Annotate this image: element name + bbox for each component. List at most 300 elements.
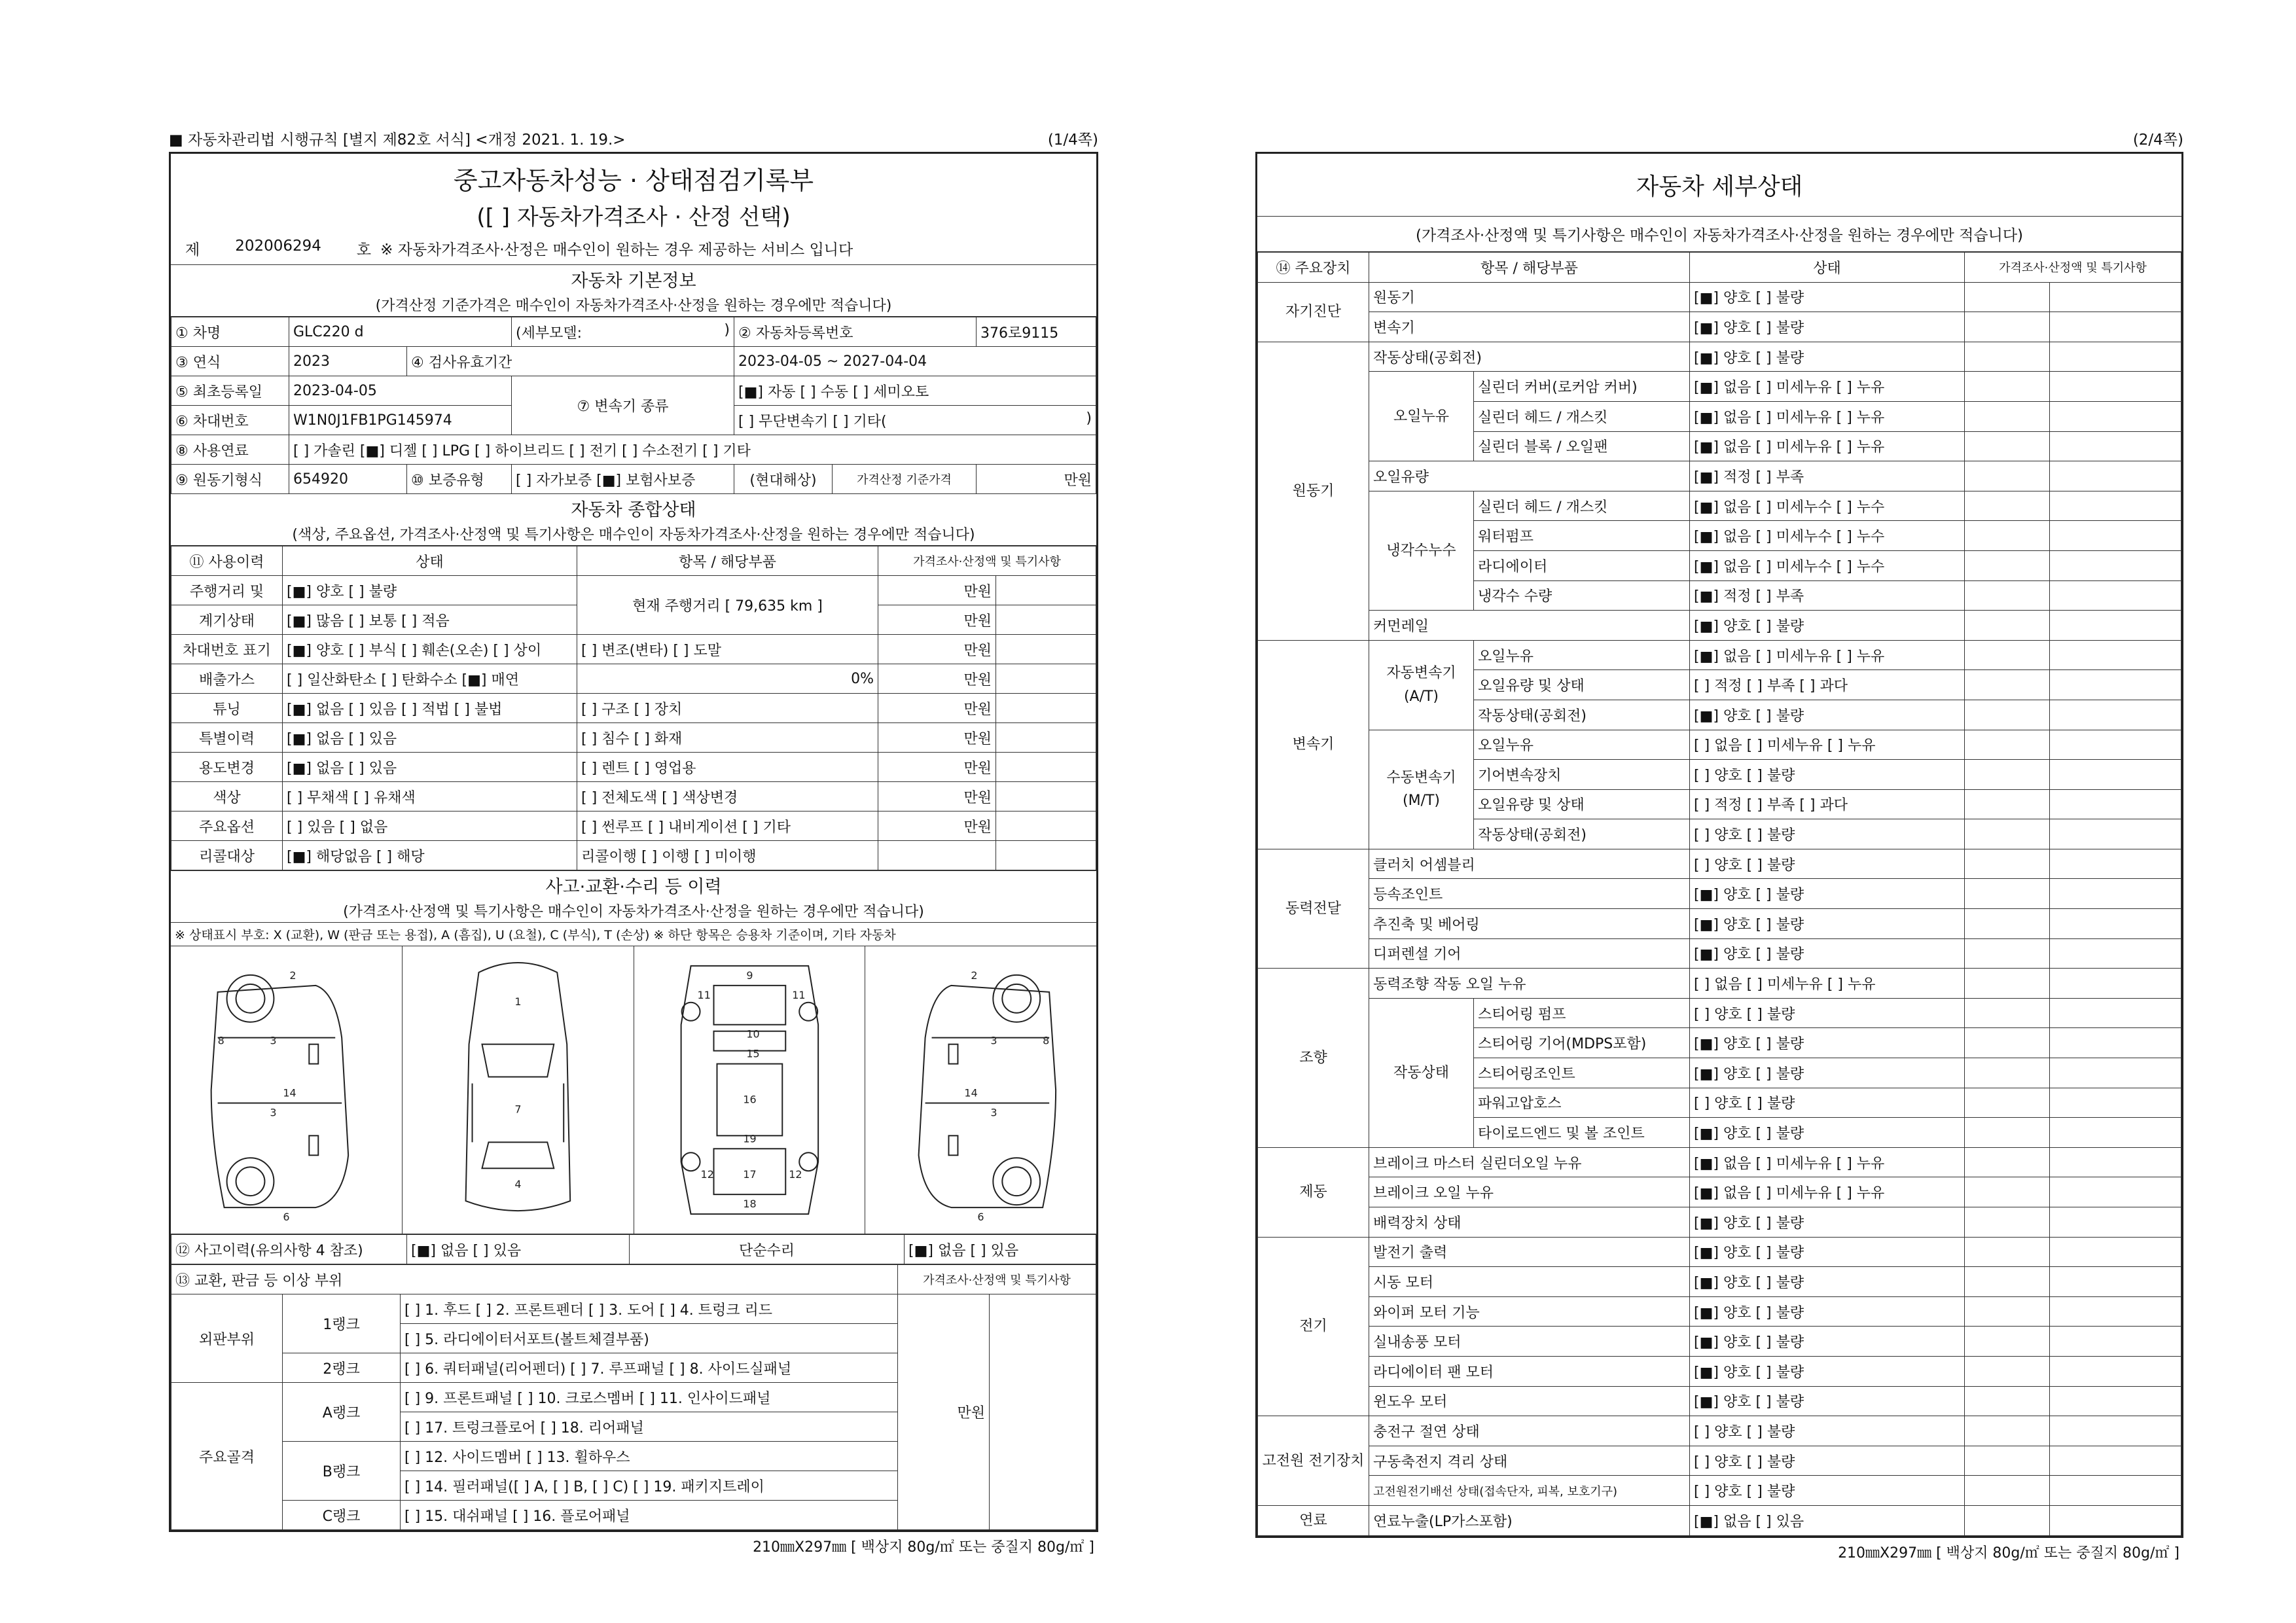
overall-title: 자동차 종합상태	[571, 500, 696, 520]
detail-item: 등속조인트	[1369, 879, 1690, 909]
svg-text:3: 3	[270, 1034, 277, 1047]
exchange-parts: [ ] 14. 필러패널([ ] A, [ ] B, [ ] C) [ ] 19. 패키지트레이	[401, 1471, 898, 1501]
detail-group: 동력전달	[1258, 849, 1369, 968]
overall-head-status: 상태	[283, 546, 577, 576]
detail-price-cell	[1965, 1028, 2050, 1058]
overall-item: 현재 주행거리 [ 79,635 km ]	[577, 576, 878, 635]
detail-status: [■] 없음 [ ] 미세누유 [ ] 누유	[1690, 1177, 1965, 1207]
form-subtitle: ([ ] 자동차가격조사 · 산정 선택)	[476, 204, 791, 230]
detail-price-cell	[1965, 1088, 2050, 1118]
overall-note-cell	[996, 664, 1096, 694]
detail-item: 오일유량 및 상태	[1474, 789, 1690, 819]
overall-price: 만원	[878, 694, 996, 723]
overall-row	[171, 635, 1096, 664]
svg-text:18: 18	[742, 1198, 757, 1211]
form-number-label: 제	[185, 241, 200, 259]
overall-status: [■] 많음 [ ] 보통 [ ] 적음	[283, 605, 577, 635]
detail-price-cell	[1965, 849, 2050, 879]
accident-history-label: ⑫ 사고이력(유의사항 4 참조)	[171, 1235, 407, 1264]
detail-group: 자기진단	[1258, 282, 1369, 342]
exchange-group: 외판부위	[171, 1294, 283, 1383]
detail-note-cell	[2050, 431, 2181, 461]
overall-row	[171, 694, 1096, 723]
svg-text:10: 10	[745, 1027, 760, 1041]
detail-group: 고전원 전기장치	[1258, 1416, 1369, 1506]
vin-value: W1N0J1FB1PG145974	[289, 406, 512, 435]
basic-info-note: (가격산정 기준가격은 매수인이 자동차가격조사·산정을 원하는 경우에만 적습니다)	[171, 293, 1096, 317]
detail-price-cell	[1965, 730, 2050, 760]
detail-note-cell	[2050, 700, 2181, 730]
form-number-row	[171, 235, 1096, 265]
overall-item: [ ] 변조(변타) [ ] 도말	[577, 635, 878, 664]
detail-price-cell	[1965, 879, 2050, 909]
detail-note-cell	[2050, 760, 2181, 790]
detail-body	[1258, 282, 2181, 1535]
detail-note-cell	[2050, 909, 2181, 939]
detail-status: [■] 양호 [ ] 불량	[1690, 938, 1965, 969]
base-price-label: 가격산정 기준가격	[833, 465, 977, 494]
detail-group: 연료	[1258, 1505, 1369, 1535]
detail-status: [ ] 없음 [ ] 미세누유 [ ] 누유	[1690, 730, 1965, 760]
detail-note-cell	[2050, 1446, 2181, 1476]
transmission-cvt-text: [ ] 무단변속기 [ ] 기타(	[738, 413, 887, 430]
overall-head	[171, 546, 1096, 576]
diagram-left-side	[171, 946, 403, 1234]
detail-model	[512, 317, 734, 347]
svg-text:17: 17	[742, 1168, 757, 1181]
detail-note-cell	[2050, 461, 2181, 491]
detail-note: (가격조사·산정액 및 특기사항은 매수인이 자동차가격조사·산정을 원하는 경우에만 적습니다)	[1257, 217, 2181, 252]
detail-subgroup: 냉각수누수	[1369, 491, 1474, 610]
detail-row	[1258, 611, 2181, 641]
vehicle-name-value: GLC220 d	[289, 317, 512, 347]
exchange-note-cell	[990, 1294, 1096, 1530]
simple-repair-value: [■] 없음 [ ] 있음	[905, 1235, 1096, 1264]
detail-note-cell	[2050, 1207, 2181, 1238]
detail-price-cell	[1965, 1147, 2050, 1177]
overall-body	[171, 576, 1096, 870]
basic-row-1	[171, 317, 1096, 347]
overall-status: [ ] 무채색 [ ] 유채색	[283, 782, 577, 812]
detail-price-cell	[1965, 491, 2050, 521]
exchange-parts: [ ] 6. 쿼터패널(리어펜더) [ ] 7. 루프패널 [ ] 8. 사이드실패널	[401, 1353, 898, 1383]
detail-item: 작동상태(공회전)	[1474, 819, 1690, 849]
detail-price-cell	[1965, 819, 2050, 849]
reg-number-value: 376로9115	[977, 317, 1096, 347]
detail-price-cell	[1965, 1267, 2050, 1297]
detail-row	[1258, 1327, 2181, 1357]
overall-note-cell	[996, 694, 1096, 723]
overall-price: 만원	[878, 605, 996, 635]
detail-price-cell	[1965, 1058, 2050, 1088]
detail-group: 제동	[1258, 1147, 1369, 1237]
svg-text:14: 14	[964, 1086, 978, 1099]
vehicle-diagrams	[171, 946, 1096, 1234]
detail-status: [■] 없음 [ ] 미세누유 [ ] 누유	[1690, 431, 1965, 461]
detail-note-cell	[2050, 282, 2181, 312]
transmission-other-close: )	[1086, 410, 1092, 427]
detail-status: [ ] 양호 [ ] 불량	[1690, 849, 1965, 879]
detail-model-close: )	[724, 321, 730, 338]
detail-head-status: 상태	[1690, 253, 1965, 283]
svg-text:3: 3	[990, 1034, 997, 1047]
overall-status: [■] 없음 [ ] 있음	[283, 753, 577, 782]
overall-price: 만원	[878, 782, 996, 812]
detail-price-cell	[1965, 401, 2050, 431]
exchange-parts: [ ] 1. 후드 [ ] 2. 프론트펜더 [ ] 3. 도어 [ ] 4. 트렁크 리드	[401, 1294, 898, 1324]
detail-status: [ ] 양호 [ ] 불량	[1690, 1476, 1965, 1506]
detail-item: 타이로드엔드 및 볼 조인트	[1474, 1118, 1690, 1148]
svg-text:3: 3	[270, 1106, 277, 1119]
detail-group: 조향	[1258, 969, 1369, 1148]
overall-note-cell	[996, 841, 1096, 870]
detail-item: 오일유량	[1369, 461, 1690, 491]
detail-head-item: 항목 / 해당부품	[1369, 253, 1690, 283]
detail-price-cell	[1965, 1356, 2050, 1386]
overall-price: 만원	[878, 723, 996, 753]
detail-status: [ ] 양호 [ ] 불량	[1690, 1088, 1965, 1118]
overall-row	[171, 782, 1096, 812]
detail-price-cell	[1965, 521, 2050, 551]
detail-row	[1258, 1237, 2181, 1267]
detail-item: 시동 모터	[1369, 1267, 1690, 1297]
page-number: (1/4쪽)	[1047, 132, 1098, 149]
exchange-rank: 1랭크	[283, 1294, 401, 1353]
detail-head-price: 가격조사·산정액 및 특기사항	[1965, 253, 2181, 283]
detail-status: [■] 없음 [ ] 있음	[1690, 1505, 1965, 1535]
transmission-cvt	[734, 406, 1096, 435]
detail-row	[1258, 998, 2181, 1028]
exchange-parts: [ ] 9. 프론트패널 [ ] 10. 크로스멤버 [ ] 11. 인사이드패널	[401, 1383, 898, 1412]
overall-status: [ ] 일산화탄소 [ ] 탄화수소 [■] 매연	[283, 664, 577, 694]
overall-head-history: ⑪ 사용이력	[171, 546, 283, 576]
detail-item: 라디에이터	[1474, 550, 1690, 580]
detail-item: 냉각수 수량	[1474, 580, 1690, 611]
detail-note-cell	[2050, 1147, 2181, 1177]
detail-note-cell	[2050, 1028, 2181, 1058]
overall-status: [■] 없음 [ ] 있음 [ ] 적법 [ ] 불법	[283, 694, 577, 723]
detail-status: [■] 양호 [ ] 불량	[1690, 1058, 1965, 1088]
overall-row	[171, 576, 1096, 605]
detail-status: [■] 양호 [ ] 불량	[1690, 1118, 1965, 1148]
detail-status: [ ] 적정 [ ] 부족 [ ] 과다	[1690, 670, 1965, 700]
overall-note-cell	[996, 605, 1096, 635]
accident-history-value: [■] 없음 [ ] 있음	[407, 1235, 630, 1264]
detail-price-cell	[1965, 1476, 2050, 1506]
detail-price-cell	[1965, 580, 2050, 611]
detail-price-cell	[1965, 1118, 2050, 1148]
overall-note: (색상, 주요옵션, 가격조사·산정액 및 특기사항은 매수인이 자동차가격조사·산정을 원하는 경우에만 적습니다)	[171, 522, 1096, 546]
exchange-row	[171, 1294, 1096, 1324]
accident-title: 사고·교환·수리 등 이력	[171, 870, 1096, 899]
overall-item: [ ] 렌트 [ ] 영업용	[577, 753, 878, 782]
detail-note-cell	[2050, 342, 2181, 372]
exchange-rank: A랭크	[283, 1383, 401, 1442]
detail-note-cell	[2050, 1267, 2181, 1297]
base-price-value: 만원	[977, 465, 1096, 494]
detail-item: 연료누출(LP가스포함)	[1369, 1505, 1690, 1535]
detail-note-cell	[2050, 1058, 2181, 1088]
detail-price-cell	[1965, 640, 2050, 670]
overall-history: 계기상태	[171, 605, 283, 635]
exchange-head	[171, 1265, 1096, 1294]
detail-row	[1258, 938, 2181, 969]
detail-price-cell	[1965, 789, 2050, 819]
detail-price-cell	[1965, 461, 2050, 491]
overall-history: 특별이력	[171, 723, 283, 753]
svg-text:7: 7	[514, 1103, 522, 1116]
detail-head	[1258, 253, 2181, 283]
detail-note-cell	[2050, 819, 2181, 849]
detail-note-cell	[2050, 640, 2181, 670]
diagram-right-side	[865, 946, 1096, 1234]
diagram-top	[403, 946, 634, 1234]
basic-info-table	[171, 317, 1096, 494]
detail-row	[1258, 1446, 2181, 1476]
detail-note-cell	[2050, 611, 2181, 641]
overall-price: 만원	[878, 753, 996, 782]
svg-text:12: 12	[788, 1168, 802, 1181]
detail-item: 충전구 절연 상태	[1369, 1416, 1690, 1446]
overall-note-cell	[996, 812, 1096, 841]
fuel-options: [ ] 가솔린 [■] 디젤 [ ] LPG [ ] 하이브리드 [ ] 전기 [ ] 수소전기 [ ] 기타	[289, 435, 1096, 465]
detail-price-cell	[1965, 372, 2050, 402]
overall-item: [ ] 침수 [ ] 화재	[577, 723, 878, 753]
detail-note-cell	[2050, 849, 2181, 879]
page-1-header	[169, 126, 1098, 152]
detail-subgroup: 자동변속기 (A/T)	[1369, 640, 1474, 730]
detail-status: [■] 없음 [ ] 미세누수 [ ] 누수	[1690, 550, 1965, 580]
exchange-rank: 2랭크	[283, 1353, 401, 1383]
detail-row	[1258, 1356, 2181, 1386]
overall-row	[171, 723, 1096, 753]
detail-subgroup: 작동상태	[1369, 998, 1474, 1147]
detail-item: 구동축전지 격리 상태	[1369, 1446, 1690, 1476]
overall-price: 만원	[878, 812, 996, 841]
detail-group: 전기	[1258, 1237, 1369, 1416]
detail-status: [ ] 양호 [ ] 불량	[1690, 1446, 1965, 1476]
overall-note-cell	[996, 723, 1096, 753]
exchange-rank: C랭크	[283, 1501, 401, 1530]
detail-price-cell	[1965, 969, 2050, 999]
exchange-price: 만원	[898, 1294, 990, 1530]
detail-item: 배력장치 상태	[1369, 1207, 1690, 1238]
detail-row	[1258, 1386, 2181, 1416]
overall-item: [ ] 썬루프 [ ] 내비게이션 [ ] 기타	[577, 812, 878, 841]
detail-group: 원동기	[1258, 342, 1369, 640]
detail-status: [■] 양호 [ ] 불량	[1690, 1207, 1965, 1238]
overall-table	[171, 546, 1096, 870]
detail-item: 실린더 블록 / 오일팬	[1474, 431, 1690, 461]
detail-status: [■] 없음 [ ] 미세누유 [ ] 누유	[1690, 1147, 1965, 1177]
detail-price-cell	[1965, 1207, 2050, 1238]
overall-price: 만원	[878, 635, 996, 664]
overall-row	[171, 812, 1096, 841]
detail-status: [■] 적정 [ ] 부족	[1690, 580, 1965, 611]
svg-text:14: 14	[283, 1086, 296, 1099]
detail-item: 디퍼렌셜 기어	[1369, 938, 1690, 969]
detail-status: [■] 적정 [ ] 부족	[1690, 461, 1965, 491]
detail-status: [ ] 양호 [ ] 불량	[1690, 998, 1965, 1028]
accident-row	[171, 1235, 1096, 1264]
detail-item: 작동상태(공회전)	[1474, 700, 1690, 730]
detail-status: [■] 없음 [ ] 미세누유 [ ] 누유	[1690, 401, 1965, 431]
detail-status: [■] 양호 [ ] 불량	[1690, 909, 1965, 939]
detail-status: [■] 양호 [ ] 불량	[1690, 1356, 1965, 1386]
accident-note: (가격조사·산정액 및 특기사항은 매수인이 자동차가격조사·산정을 원하는 경우에만 적습니다)	[343, 904, 924, 920]
overall-note-cell	[996, 782, 1096, 812]
detail-row	[1258, 1296, 2181, 1327]
detail-item: 스티어링 펌프	[1474, 998, 1690, 1028]
svg-text:6: 6	[283, 1211, 290, 1224]
basic-row-6	[171, 465, 1096, 494]
detail-note-cell	[2050, 521, 2181, 551]
svg-text:11: 11	[791, 988, 806, 1001]
detail-row	[1258, 969, 2181, 999]
svg-text:3: 3	[990, 1106, 997, 1119]
overall-status: [ ] 있음 [ ] 없음	[283, 812, 577, 841]
detail-note-cell	[2050, 789, 2181, 819]
detail-note-cell	[2050, 1386, 2181, 1416]
svg-text:8: 8	[1043, 1034, 1050, 1047]
exchange-rank: B랭크	[283, 1442, 401, 1501]
detail-price-cell	[1965, 1446, 2050, 1476]
year-value: 2023	[289, 347, 407, 376]
detail-note-cell	[2050, 401, 2181, 431]
svg-text:2: 2	[289, 969, 296, 982]
fuel-label: ⑧ 사용연료	[171, 435, 289, 465]
detail-item: 원동기	[1369, 282, 1690, 312]
detail-table	[1257, 252, 2181, 1536]
exchange-table	[171, 1264, 1096, 1530]
detail-item: 스티어링조인트	[1474, 1058, 1690, 1088]
detail-price-cell	[1965, 700, 2050, 730]
detail-row	[1258, 461, 2181, 491]
detail-status: [■] 양호 [ ] 불량	[1690, 312, 1965, 342]
detail-price-cell	[1965, 1237, 2050, 1267]
detail-price-cell	[1965, 611, 2050, 641]
detail-status: [■] 양호 [ ] 불량	[1690, 1296, 1965, 1327]
overall-row	[171, 753, 1096, 782]
detail-row	[1258, 1416, 2181, 1446]
basic-info-title: 자동차 기본정보	[571, 271, 696, 291]
overall-history: 용도변경	[171, 753, 283, 782]
detail-status: [■] 없음 [ ] 미세누유 [ ] 누유	[1690, 372, 1965, 402]
detail-note-cell	[2050, 1476, 2181, 1506]
exchange-parts: [ ] 5. 라디에이터서포트(볼트체결부품)	[401, 1324, 898, 1353]
detail-row	[1258, 1207, 2181, 1238]
detail-item: 고전원전기배선 상태(접속단자, 피복, 보호기구)	[1369, 1476, 1690, 1506]
detail-item: 작동상태(공회전)	[1369, 342, 1690, 372]
exchange-head-label: ⑬ 교환, 판금 등 이상 부위	[171, 1265, 898, 1294]
detail-row	[1258, 1476, 2181, 1506]
basic-row-5	[171, 435, 1096, 465]
detail-row	[1258, 372, 2181, 402]
detail-item: 브레이크 오일 누유	[1369, 1177, 1690, 1207]
detail-price-cell	[1965, 998, 2050, 1028]
diagram-frame	[634, 946, 866, 1234]
detail-note-cell	[2050, 1177, 2181, 1207]
detail-row	[1258, 1267, 2181, 1297]
detail-item: 오일누유	[1474, 730, 1690, 760]
page-number-2: (2/4쪽)	[2132, 132, 2183, 149]
basic-row-3	[171, 376, 1096, 406]
detail-item: 파워고압호스	[1474, 1088, 1690, 1118]
detail-price-cell	[1965, 670, 2050, 700]
page-2-footer: 210㎜X297㎜ [ 백상지 80g/㎡ 또는 중질지 80g/㎡ ]	[1838, 1544, 2179, 1561]
detail-status: [■] 양호 [ ] 불량	[1690, 342, 1965, 372]
page-1	[169, 126, 1098, 1559]
warranty-label: ⑩ 보증유형	[407, 465, 512, 494]
form-title: 중고자동차성능 · 상태점검기록부	[453, 166, 814, 195]
overall-history: 주요옵션	[171, 812, 283, 841]
first-reg-value: 2023-04-05	[289, 376, 512, 406]
first-reg-label: ⑤ 최초등록일	[171, 376, 289, 406]
transmission-auto-manual: [■] 자동 [ ] 수동 [ ] 세미오토	[734, 376, 1096, 406]
detail-item: 오일누유	[1474, 640, 1690, 670]
detail-note-cell	[2050, 730, 2181, 760]
detail-item: 실내송풍 모터	[1369, 1327, 1690, 1357]
inspection-period-label: ④ 검사유효기간	[407, 347, 734, 376]
car-frame-svg	[634, 946, 865, 1234]
svg-text:9: 9	[745, 969, 753, 982]
detail-note-cell	[2050, 1356, 2181, 1386]
detail-status: [ ] 적정 [ ] 부족 [ ] 과다	[1690, 789, 1965, 819]
detail-price-cell	[1965, 1327, 2050, 1357]
warranty-options: [ ] 자가보증 [■] 보험사보증	[512, 465, 734, 494]
year-label: ③ 연식	[171, 347, 289, 376]
detail-item: 스티어링 기어(MDPS포함)	[1474, 1028, 1690, 1058]
detail-price-cell	[1965, 550, 2050, 580]
detail-note-cell	[2050, 491, 2181, 521]
overall-item: [ ] 구조 [ ] 장치	[577, 694, 878, 723]
detail-status: [■] 양호 [ ] 불량	[1690, 879, 1965, 909]
detail-note-cell	[2050, 1296, 2181, 1327]
detail-status: [ ] 양호 [ ] 불량	[1690, 1416, 1965, 1446]
detail-row	[1258, 849, 2181, 879]
overall-item: 0%	[577, 664, 878, 694]
svg-text:4: 4	[514, 1178, 522, 1191]
symbol-legend: ※ 상태표시 부호: X (교환), W (판금 또는 용접), A (흠집), U (요철), C (부식), T (손상) ※ 하단 항목은 승용차 기준이며, 기타 자동차	[171, 922, 1096, 946]
car-left-side-svg	[171, 946, 402, 1234]
overall-price: 만원	[878, 576, 996, 605]
overall-head-price: 가격조사·산정액 및 특기사항	[878, 546, 1096, 576]
detail-item: 오일유량 및 상태	[1474, 670, 1690, 700]
svg-text:12: 12	[700, 1168, 714, 1181]
page-1-footer: 210㎜X297㎜ [ 백상지 80g/㎡ 또는 중질지 80g/㎡ ]	[753, 1539, 1094, 1556]
page-2-header	[1255, 126, 2183, 152]
detail-note-cell	[2050, 670, 2181, 700]
inspection-period-value: 2023-04-05 ~ 2027-04-04	[734, 347, 1096, 376]
overall-item: 리콜이행 [ ] 이행 [ ] 미이행	[577, 841, 878, 870]
detail-model-label: (세부모델:	[516, 325, 583, 342]
accident-table	[171, 1234, 1096, 1264]
detail-status: [■] 양호 [ ] 불량	[1690, 282, 1965, 312]
detail-row	[1258, 730, 2181, 760]
detail-item: 실린더 헤드 / 개스킷	[1474, 401, 1690, 431]
detail-note-cell	[2050, 372, 2181, 402]
form-number-note: ※ 자동차가격조사·산정은 매수인이 원하는 경우 제공하는 서비스 입니다	[380, 241, 853, 259]
simple-repair-label: 단순수리	[630, 1235, 905, 1264]
detail-status: [■] 없음 [ ] 미세누수 [ ] 누수	[1690, 491, 1965, 521]
car-right-side-svg	[865, 946, 1096, 1234]
detail-item: 실린더 커버(로커암 커버)	[1474, 372, 1690, 402]
detail-head-device: ⑭ 주요장치	[1258, 253, 1369, 283]
exchange-group: 주요골격	[171, 1383, 283, 1530]
detail-group: 변속기	[1258, 640, 1369, 849]
detail-note-cell	[2050, 1505, 2181, 1535]
detail-price-cell	[1965, 938, 2050, 969]
